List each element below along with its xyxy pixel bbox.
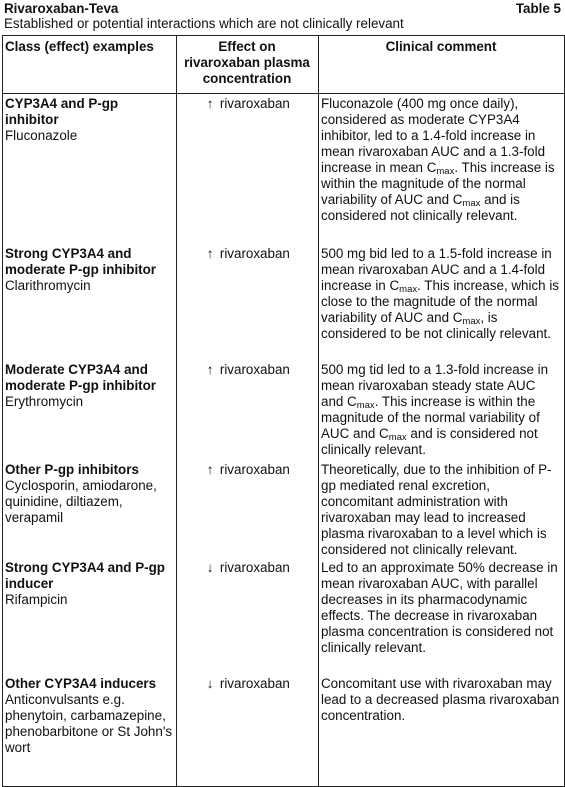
comment-subscript: max [462, 315, 481, 327]
comment-text: Theoretically, due to the inhibition of P-gp mediated renal excretion, concomitant administration with rivaroxaban may lead to increased plasma rivaroxaban to a level which is considered not clinically relevant. [321, 461, 552, 557]
arrow-up-icon: ↑ [206, 461, 214, 477]
clinical-comment [319, 244, 565, 360]
class-cell [3, 94, 177, 244]
arrow-down-icon: ↓ [206, 675, 214, 691]
class-cell [3, 674, 177, 787]
column-header-effect: Effect on rivaroxaban plasma concentration [177, 36, 319, 94]
drug-examples: Erythromycin [5, 393, 84, 409]
column-header-class: Class (effect) examples [3, 36, 177, 94]
comment-subscript: max [356, 399, 375, 411]
comment-text: and is considered not clinically relevant. [321, 192, 520, 223]
effect-cell [177, 558, 319, 674]
effect-cell [177, 460, 319, 558]
comment-text: . This increase, which is close to the magnitude of the normal variability of AUC and C [321, 277, 560, 325]
drug-examples: Cyclosporin, amiodarone, quinidine, diltiazem, verapamil [5, 477, 157, 525]
comment-text: Led to an approximate 50% decrease in mean rivaroxaban AUC, with parallel decreases in its pharmacodynamic effects. The decrease in rivaroxaban plasma concentration is considered not clinically relevant. [321, 559, 558, 655]
drug-examples: Clarithromycin [5, 277, 91, 293]
effect-cell [177, 94, 319, 244]
comment-text: 500 mg tid led to a 1.3-fold increase in mean rivaroxaban steady state AUC and C [321, 361, 549, 409]
drug-examples: Fluconazole [5, 128, 78, 143]
clinical-comment [319, 460, 565, 558]
table-row [3, 244, 565, 360]
table-label: Table 5 [515, 1, 561, 16]
comment-text: Fluconazole (400 mg once daily), considered as moderate CYP3A4 inhibitor, led to a 1.4-fold increase in mean rivaroxaban AUC and a 1.3-fold increase in mean C [321, 96, 546, 175]
table-row [3, 558, 565, 674]
clinical-comment [319, 360, 565, 460]
comment-text: . This increase is within the magnitude of the normal variability of AUC and C [321, 160, 555, 207]
clinical-comment [319, 558, 565, 674]
comment-subscript: max [462, 198, 481, 209]
column-header-comment: Clinical comment [319, 36, 565, 94]
table-row [3, 674, 565, 787]
effect-text: rivaroxaban [219, 559, 290, 575]
class-cell [3, 460, 177, 558]
interactions-table [2, 35, 565, 787]
document-header [4, 1, 561, 17]
table-header-row [3, 36, 565, 94]
comment-subscript: max [399, 283, 418, 295]
table-body [3, 94, 565, 787]
comment-text: . This increase is within the magnitude of the normal variability of AUC and C [321, 393, 540, 441]
effect-cell [177, 360, 319, 460]
arrow-down-icon: ↓ [206, 559, 214, 575]
comment-text: , is considered to be not clinically relevant. [321, 309, 552, 341]
drug-class: Strong CYP3A4 and P-gp inducer [5, 559, 165, 591]
table-row [3, 94, 565, 244]
comment-subscript: max [436, 166, 455, 177]
arrow-up-icon: ↑ [206, 96, 214, 111]
comment-text: Concomitant use with rivaroxaban may lead to a decreased plasma rivaroxaban concentration. [321, 675, 560, 723]
table-row [3, 360, 565, 460]
class-cell [3, 244, 177, 360]
effect-cell [177, 244, 319, 360]
effect-cell [177, 674, 319, 787]
comment-text: and is considered not clinically relevant. [321, 425, 538, 457]
table-row [3, 460, 565, 558]
effect-text: rivaroxaban [219, 461, 290, 477]
drug-examples: Rifampicin [5, 591, 68, 607]
drug-examples: Anticonvulsants e.g. phenytoin, carbamazepine, phenobarbitone or St John's wort [5, 691, 173, 755]
clinical-comment [319, 674, 565, 787]
drug-class: Moderate CYP3A4 and moderate P-gp inhibitor [5, 361, 157, 393]
arrow-up-icon: ↑ [206, 245, 214, 261]
class-cell [3, 558, 177, 674]
comment-text: 500 mg bid led to a 1.5-fold increase in mean rivaroxaban AUC and a 1.4-fold increase in C [321, 245, 552, 293]
drug-class: Other CYP3A4 inducers [5, 675, 157, 691]
class-cell [3, 360, 177, 460]
drug-class: Other P-gp inhibitors [5, 461, 139, 477]
effect-text: rivaroxaban [219, 675, 290, 691]
drug-class: CYP3A4 and P-gp inhibitor [5, 96, 119, 127]
comment-subscript: max [388, 431, 407, 443]
drug-title: Rivaroxaban-Teva [4, 1, 119, 16]
arrow-up-icon: ↑ [206, 361, 214, 377]
effect-text: rivaroxaban [219, 96, 290, 111]
table-subtitle: Established or potential interactions which are not clinically relevant [4, 16, 404, 31]
drug-class: Strong CYP3A4 and moderate P-gp inhibitor [5, 245, 157, 277]
clinical-comment [319, 94, 565, 244]
effect-text: rivaroxaban [219, 245, 290, 261]
effect-text: rivaroxaban [219, 361, 290, 377]
